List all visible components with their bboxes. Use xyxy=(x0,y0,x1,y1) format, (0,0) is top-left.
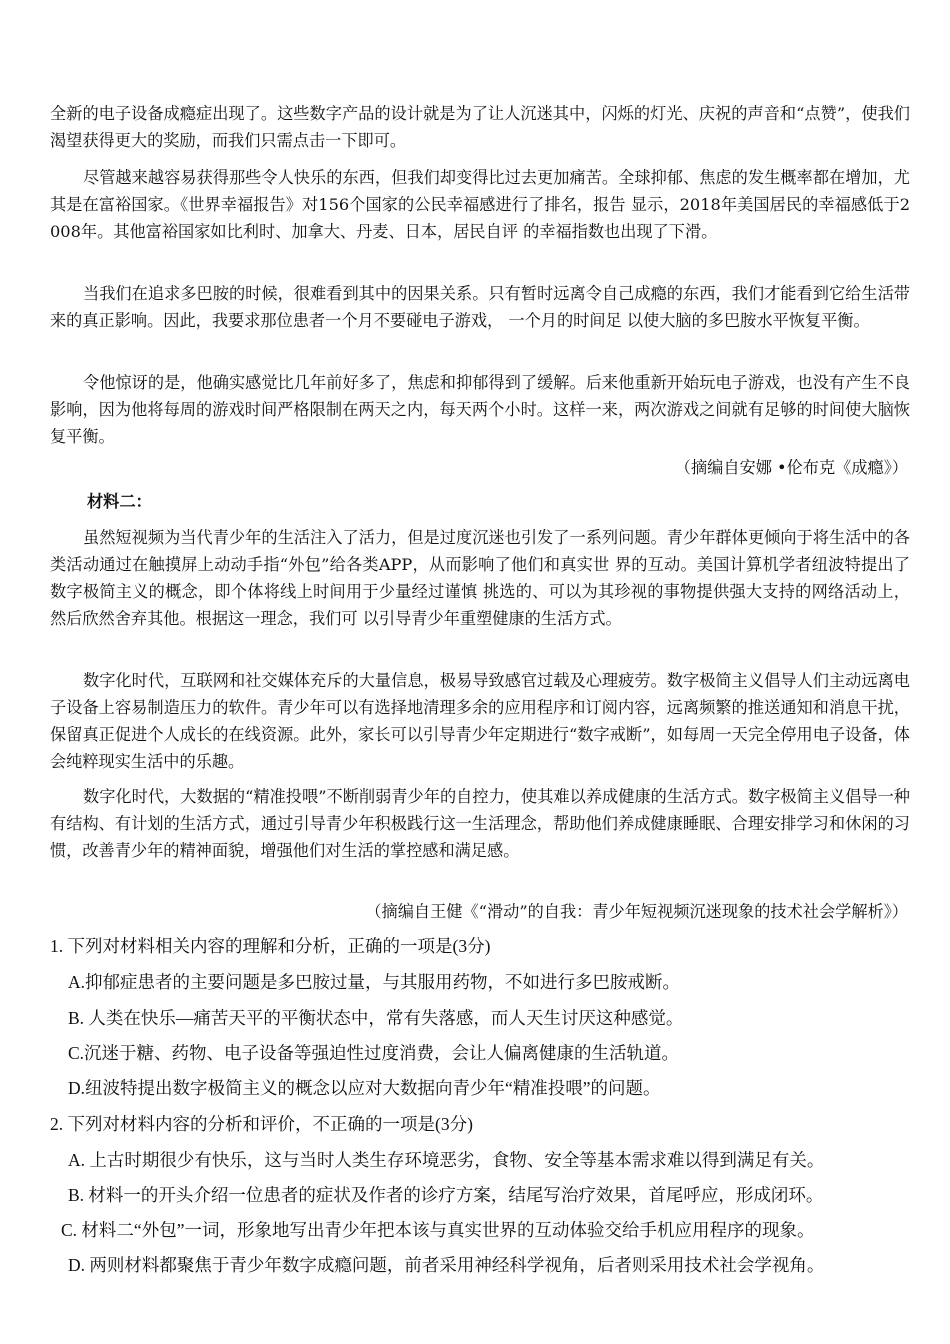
material1-paragraph-0: 全新的电子设备成瘾症出现了。这些数字产品的设计就是为了让人沉迷其中，闪烁的灯光、庆祝的声音和“点赞”，使我们渴望获得更大的奖励，而我们只需点击一下即可。 xyxy=(50,104,910,150)
material1-paragraph-3: 令他惊讶的是，他确实感觉比几年前好多了，焦虑和抑郁得到了缓解。后来他重新开始玩电子游戏，也没有产生不良影响，因为他将每周的游戏时间严格限制在两天之内，每天两个小时。这样一来，两次游戏之间就有足够的时间使大脑恢复平衡。 xyxy=(50,373,910,446)
question-1-option-a: A.抑郁症患者的主要问题是多巴胺过量，与其服用药物，不如进行多巴胺戒断。 xyxy=(68,972,681,992)
question-2-option-d: D. 两则材料都聚焦于青少年数字成瘾问题，前者采用神经科学视角，后者则采用技术社会学视角。 xyxy=(68,1255,825,1275)
material1-paragraph-2: 当我们在追求多巴胺的时候，很难看到其中的因果关系。只有暂时远离令自己成瘾的东西，我们才能看到它给生活带来的真正影响。因此，我要求那位患者一个月不要碰电子游戏， 一个月的时间足 以使大脑的多巴胺水平恢复平衡。 xyxy=(50,284,910,330)
material2-paragraph-1: 虽然短视频为当代青少年的生活注入了活力，但是过度沉迷也引发了一系列问题。青少年群体更倾向于将生活中的各类活动通过在触摸屏上动动手指“外包”给各类APP，从而影响了他们和真实世 界的互动。美国计算机学者纽波特提出了数字极简主义的概念，即个体将线上时间用于少量经过谨慎 挑选的、可以为其珍视的事物提供强大支持的网络活动上，然后欣然舍弃其他。根据这一理念，我们可 以引导青少年重塑健康的生活方式。 xyxy=(50,528,910,628)
material2-paragraph-3: 数字化时代，大数据的“精准投喂”不断削弱青少年的自控力，使其难以养成健康的生活方式。数字极简主义倡导一种有结构、有计划的生活方式，通过引导青少年积极践行这一生活理念，帮助他们养成健康睡眠、合理安排学习和休闲的习惯，改善青少年的精神面貌，增强他们对生活的掌控感和满足感。 xyxy=(50,787,910,860)
question-2-option-b: B. 材料一的开头介绍一位患者的症状及作者的诊疗方案，结尾写治疗效果，首尾呼应，形成闭环。 xyxy=(68,1185,824,1205)
material1-paragraph-1: 尽管越来越容易获得那些令人快乐的东西，但我们却变得比过去更加痛苦。全球抑郁、焦虑的发生概率都在增加，尤其是在富裕国家。《世界幸福报告》对156个国家的公民幸福感进行了排名，报告 显示，2018年美国居民的幸福感低于2008年。其他富裕国家如比利时、加拿大、丹麦、日本，居民自评 的幸福指数也出现了下滑。 xyxy=(50,168,910,241)
question-2-option-c: C. 材料二“外包”一词，形象地写出青少年把本该与真实世界的互动体验交给手机应用程序的现象。 xyxy=(61,1220,815,1240)
question-2-option-a: A. 上古时期很少有快乐，这与当时人类生存环境恶劣，食物、安全等基本需求难以得到满足有关。 xyxy=(68,1150,825,1170)
material2-heading: 材料二： xyxy=(87,492,152,511)
question-1-option-d: D.纽波特提出数字极简主义的概念以应对大数据向青少年“精准投喂”的问题。 xyxy=(68,1078,661,1098)
question-1-option-c: C.沉迷于糖、药物、电子设备等强迫性过度消费，会让人偏离健康的生活轨道。 xyxy=(68,1043,680,1063)
material1-source: （摘编自安娜 •伦布克《成瘾》） xyxy=(674,458,908,477)
question-1-option-b: B. 人类在快乐—痛苦天平的平衡状态中，常有失落感，而人天生讨厌这种感觉。 xyxy=(68,1008,684,1028)
material2-paragraph-2: 数字化时代，互联网和社交媒体充斥的大量信息，极易导致感官过载及心理疲劳。数字极简主义倡导人们主动远离电子设备上容易制造压力的软件。青少年可以有选择地清理多余的应用程序和订阅内容，远离频繁的推送通知和消息干扰，保留真正促进个人成长的在线资源。此外，家长可以引导青少年定期进行“数字戒断”，如每周一天完全停用电子设备，体会纯粹现实生活中的乐趣。 xyxy=(50,671,910,771)
question-2-stem: 2. 下列对材料内容的分析和评价，不正确的一项是(3分) xyxy=(50,1114,473,1134)
question-1-stem: 1. 下列对材料相关内容的理解和分析，正确的一项是(3分) xyxy=(50,936,491,956)
material2-source: （摘编自王健《“滑动”的自我：青少年短视频沉迷现象的技术社会学解析》） xyxy=(365,902,908,921)
